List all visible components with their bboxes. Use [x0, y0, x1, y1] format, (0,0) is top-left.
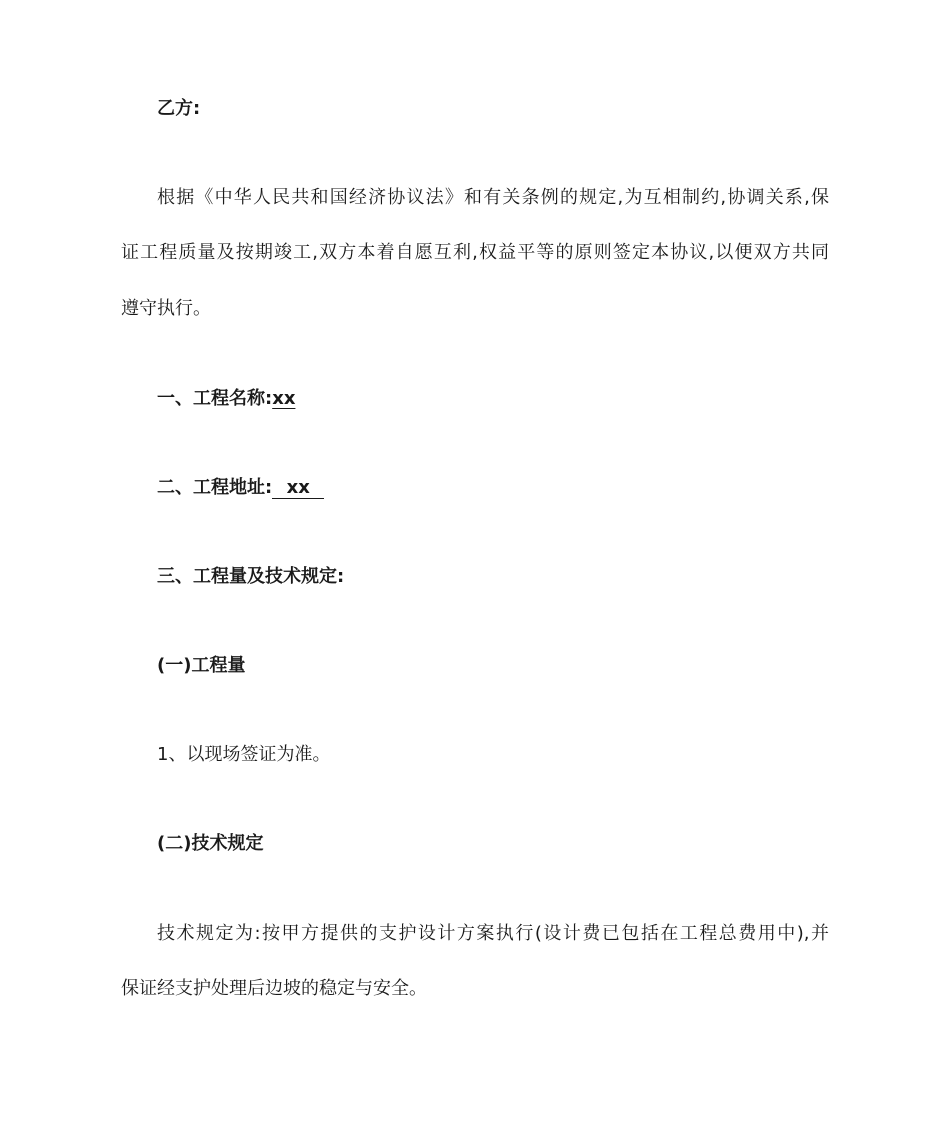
subsection-tech: (二)技术规定 — [157, 833, 264, 854]
party-b-label: 乙方: — [157, 98, 201, 119]
quantity-item-1: 1、以现场签证为准。 — [157, 744, 331, 765]
subsection-quantity: (一)工程量 — [157, 655, 246, 676]
project-name-value: xx — [272, 388, 296, 409]
section-project-name — [157, 387, 295, 411]
project-address-label: 二、工程地址: — [157, 477, 273, 498]
preamble-line-2: 证工程质量及按期竣工,双方本着自愿互利,权益平等的原则签定本协议,以便双方共同 — [121, 242, 829, 263]
tech-line-1: 技术规定为:按甲方提供的支护设计方案执行(设计费已包括在工程总费用中),并 — [157, 923, 829, 944]
section-project-address — [157, 476, 324, 500]
tech-line-2: 保证经支护处理后边坡的稳定与安全。 — [121, 978, 427, 999]
preamble-line-3: 遵守执行。 — [121, 298, 211, 319]
project-address-value: xx — [272, 478, 324, 499]
project-name-label: 一、工程名称: — [157, 388, 273, 409]
section-quantity-tech: 三、工程量及技术规定: — [157, 566, 345, 587]
preamble-line-1: 根据《中华人民共和国经济协议法》和有关条例的规定,为互相制约,协调关系,保 — [157, 187, 829, 208]
